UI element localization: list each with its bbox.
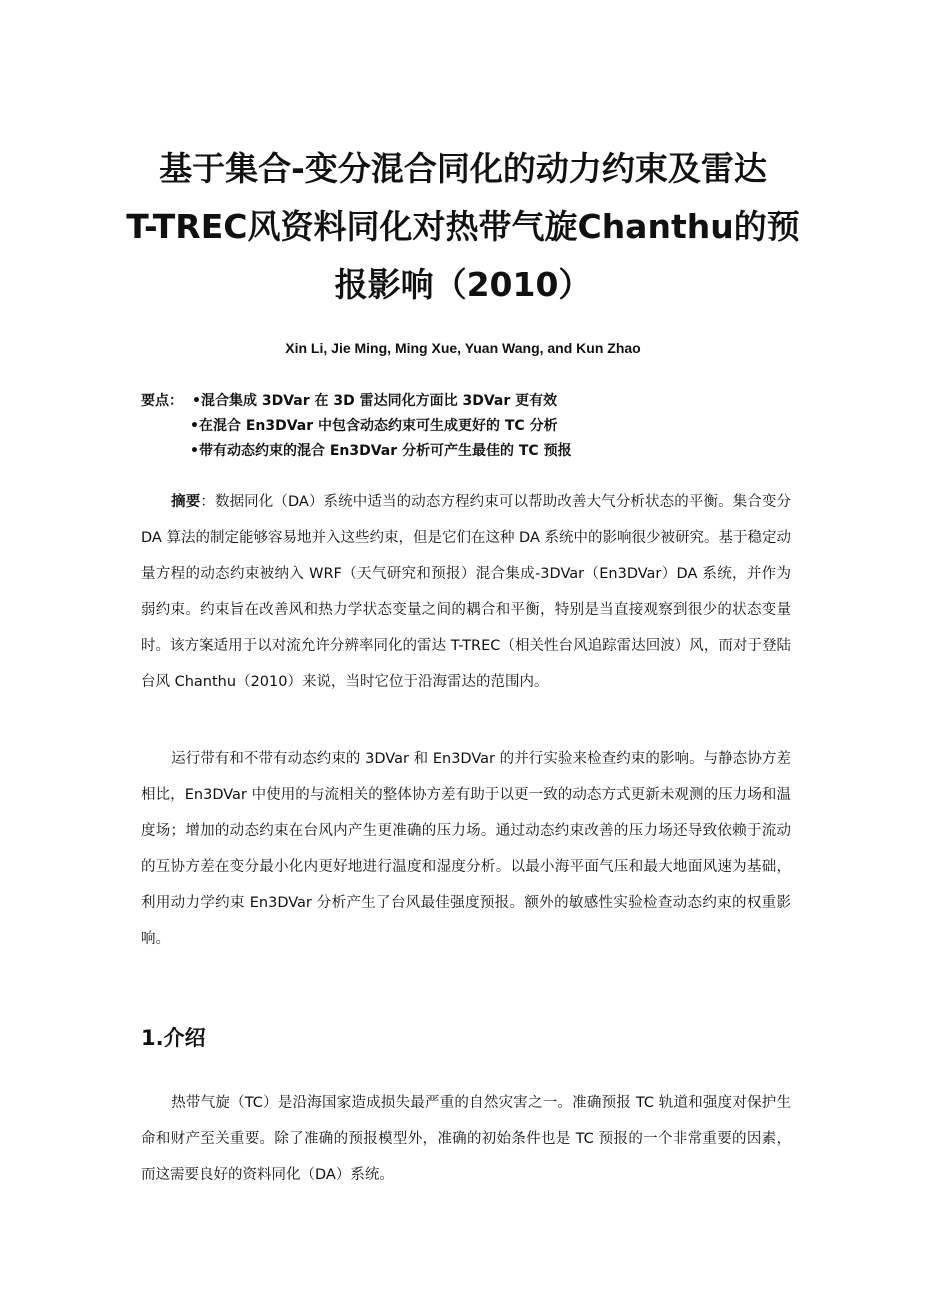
abstract-paragraph-1 [141,484,791,700]
abstract-paragraph-2 [141,741,791,957]
key-point-2: •在混合 En3DVar 中包含动态约束可生成更好的 TC 分析 [190,418,558,434]
key-point-3: •带有动态约束的混合 En3DVar 分析可产生最佳的 TC 预报 [190,443,572,459]
abstract-text-1: ：数据同化（DA）系统中适当的动态方程约束可以帮助改善大气分析状态的平衡。集合变分 DA 算法的制定能够容易地并入这些约束，但是它们在这种 DA 系统中的影响很少被研究。基于稳定动量方程的动态约束被纳入 WRF（天气研究和预报）混合集成-3DVar（En3DVar）DA 系统，并作为弱约束。约束旨在改善风和热力学状态变量之间的耦合和平衡，特别是当直接观察到很少的状态变量时。该方案适用于以对流允许分辨率同化的雷达 T-TREC（相关性台风追踪雷达回波）风，而对于登陆台风 Chanthu（2010）来说，当时它位于沿海雷达的范围内。 [141,494,792,690]
key-point-1: •混合集成 3DVar 在 3D 雷达同化方面比 3DVar 更有效 [192,393,558,409]
title-line-2: T-TREC风资料同化对热带气旋Chanthu的预 [126,207,800,246]
key-points-label: 要点： [141,393,183,409]
abstract-text-2: 运行带有和不带有动态约束的 3DVar 和 En3DVar 的并行实验来检查约束的影响。与静态协方差相比，En3DVar 中使用的与流相关的整体协方差有助于以更一致的动态方式更新未观测的压力场和温度场；增加的动态约束在台风内产生更准确的压力场。通过动态约束改善的压力场还导致依赖于流动的互协方差在变分最小化内更好地进行温度和湿度分析。以最小海平面气压和最大地面风速为基础，利用动力学约束 En3DVar 分析产生了台风最佳强度预报。额外的敏感性实验检查动态约束的权重影响。 [141,751,791,947]
author-list: Xin Li, Jie Ming, Ming Xue, Yuan Wang, and Kun Zhao [285,340,641,356]
section-heading: 1.介绍 [141,1026,206,1050]
intro-text: 热带气旋（TC）是沿海国家造成损失最严重的自然灾害之一。准确预报 TC 轨道和强度对保护生命和财产至关重要。除了准确的预报模型外，准确的初始条件也是 TC 预报的一个非常重要的因素，而这需要良好的资料同化（DA）系统。 [141,1095,791,1183]
intro-paragraph [141,1085,791,1193]
title-line-1: 基于集合-变分混合同化的动力约束及雷达 [159,149,767,188]
title-line-3: 报影响（2010） [334,265,592,304]
abstract-label: 摘要 [171,494,201,510]
